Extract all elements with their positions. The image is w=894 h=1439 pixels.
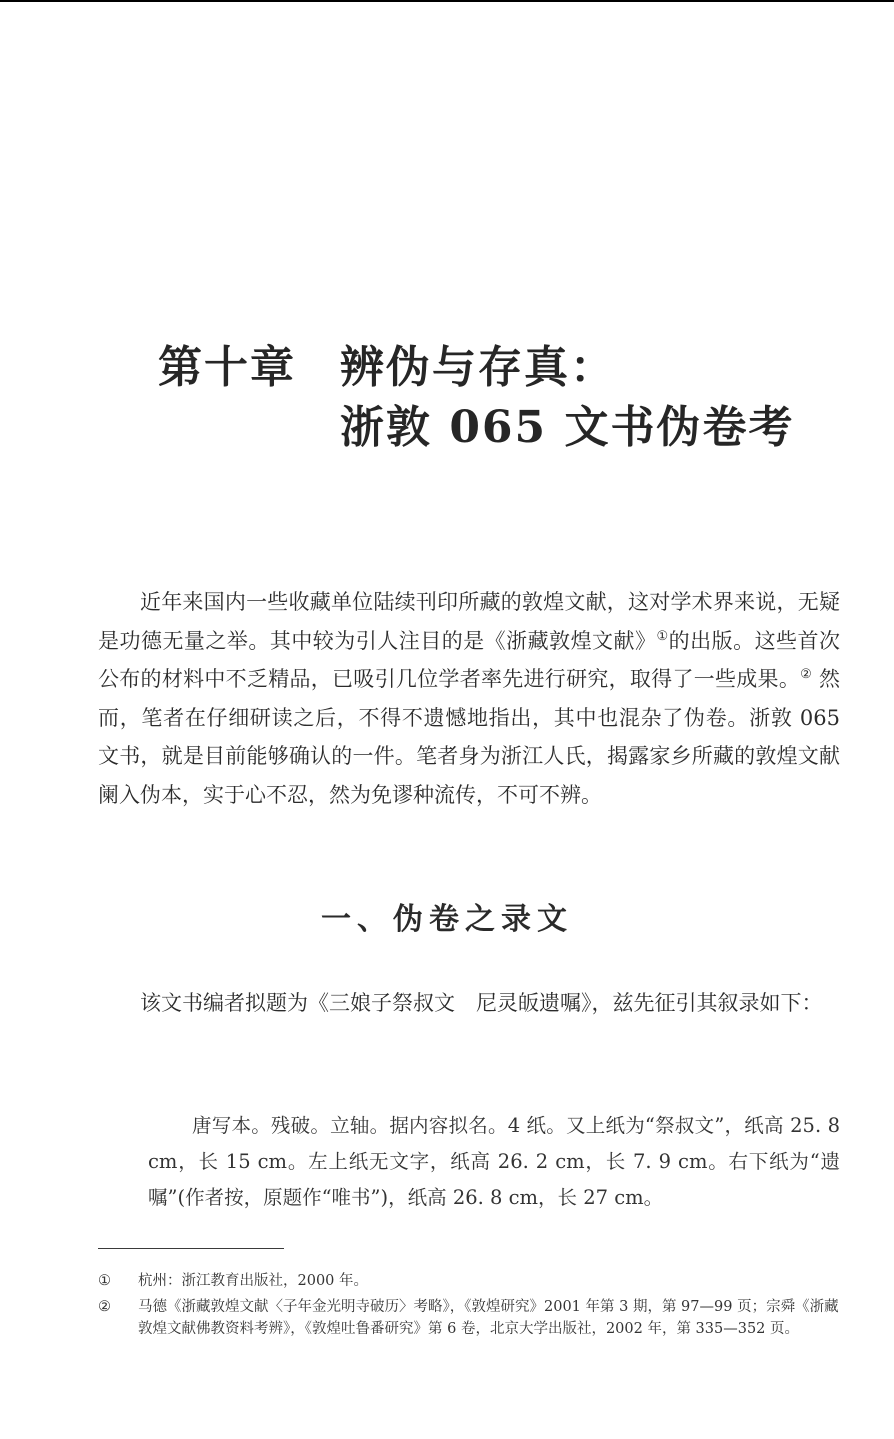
footnote-2-text: 马德《浙藏敦煌文献〈子年金光明寺破历〉考略》，《敦煌研究》2001 年第 3 期，第 97—99 页；宗舜《浙藏敦煌文献佛教资料考辨》，《敦煌吐鲁番研究》第 6 卷，北京大学出版社，2002 年，第 335—352 页。: [138, 1299, 839, 1337]
footnote-2: [98, 1296, 840, 1340]
footnote-ref-2[interactable]: ②: [800, 667, 813, 682]
footnote-ref-1[interactable]: ①: [656, 628, 669, 644]
chapter-number: 第十章: [158, 342, 296, 393]
intro-text-part-3: 然而，笔者在仔细研读之后，不得不遗憾地指出，其中也混杂了伪卷。浙敦 065 文书，就是目前能够确认的一件。笔者身为浙江人氏，揭露家乡所藏的敦煌文献阑入伪本，实于心不忍，然为免谬种流传，不可不辨。: [98, 667, 840, 807]
chapter-title-line-2: 浙敦 065 文书伪卷考: [340, 402, 795, 453]
footnote-1-text: 杭州：浙江教育出版社，2000 年。: [138, 1273, 369, 1289]
top-border-line: [0, 0, 894, 2]
footnote-1-mark: ①: [98, 1273, 111, 1289]
catalog-quote: 唐写本。残破。立轴。据内容拟名。4 纸。又上纸为“祭叔文”，纸高 25. 8 cm，长 15 cm。左上纸无文字，纸高 26. 2 cm，长 7. 9 cm。右下纸为“遗嘱”(作者按，原题作“唯书”)，纸高 26. 8 cm，长 27 cm。: [148, 1114, 840, 1209]
intro-text-part-1: 近年来国内一些收藏单位陆续刊印所藏的敦煌文献，这对学术界来说，无疑是功德无量之举。其中较为引人注目的是《浙藏敦煌文献》: [98, 590, 840, 653]
intro-paragraph: [98, 583, 840, 814]
section-lead-paragraph: 该文书编者拟题为《三娘子祭叔文 尼灵皈遗嘱》，兹先征引其叙录如下：: [140, 991, 823, 1015]
footnote-1: [98, 1270, 840, 1292]
footnote-2-mark: ②: [98, 1299, 111, 1315]
section-heading: 一、伪卷之录文: [321, 902, 573, 937]
footnote-separator: [98, 1248, 284, 1249]
chapter-title-line-1: 辨伪与存真：: [340, 342, 616, 393]
intro-text-part-2: 的出版。这些首次公布的材料中不乏精品，已吸引几位学者率先进行研究，取得了一些成果。: [98, 628, 841, 691]
